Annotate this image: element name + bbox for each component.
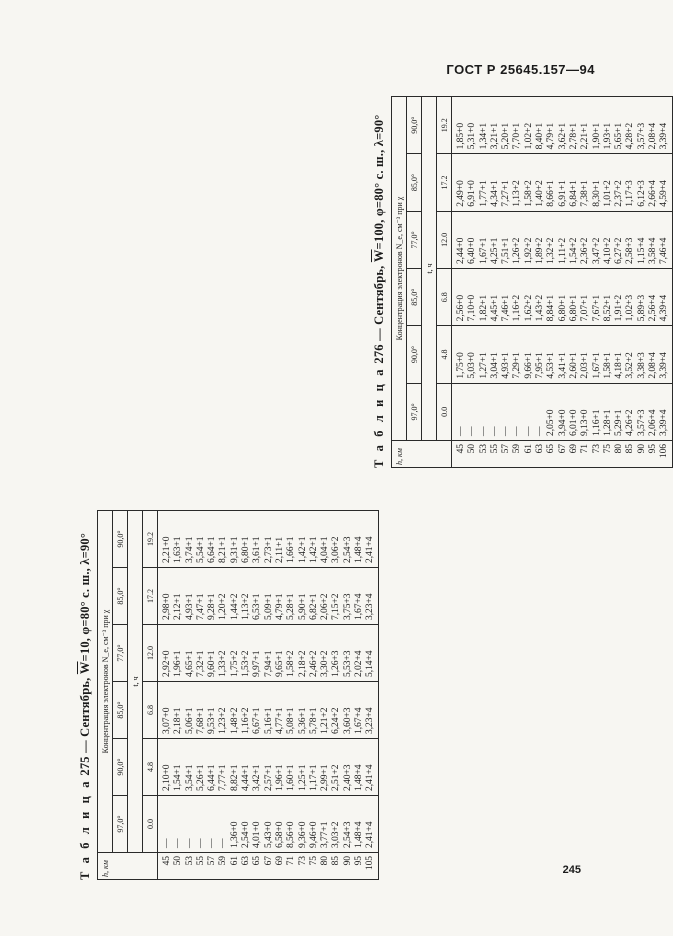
table-block-275 [78, 510, 379, 880]
time-value: 12.0 [437, 211, 452, 268]
chi-value: 77,0° [407, 211, 422, 268]
table-row [452, 97, 673, 468]
chi-value: 97,0° [113, 796, 128, 853]
group-header: Концентрация электронов N_e, см⁻³ при χ [98, 511, 113, 853]
chi-value: 90,0° [113, 511, 128, 568]
height-column: 45 50 53 55 57 59 61 63 65 67 69 71 73 75 80 85 90 95 105 [158, 853, 379, 880]
table-row [158, 511, 379, 880]
col-header-h: h, км [98, 853, 158, 880]
concentration-column: 2,44+0 6,40+0 1,67+1 4,25+1 7,51+1 1,26+2 1,92+2 1,89+2 1,32+2 1,11+2 1,54+2 2,36+2 3,47+2 4,10+2 6,27+2 2,58+3 1,15+4 3,58+4 7,46+4 [452, 211, 673, 268]
time-value: 0.0 [143, 796, 158, 853]
group-header: Концентрация электронов N_e, см⁻³ при χ [392, 97, 407, 441]
data-table [391, 96, 673, 468]
concentration-column: 1,85+0 5,31+0 1,34+1 3,21+1 5,20+1 7,70+1 1,02+2 8,40+1 4,79+1 3,62+1 2,78+1 2,21+1 1,90+1 1,93+1 5,65+1 4,28+2 3,57+3 2,08+4 3,39+4 [452, 97, 673, 154]
concentration-column: 2,56+0 7,10+0 1,82+1 4,45+1 7,46+1 1,16+2 1,62+2 1,43+2 8,84+1 6,80+1 6,80+1 7,07+1 7,67+1 8,52+1 1,91+2 1,02+3 5,89+3 2,56+4 4,39+4 [452, 269, 673, 326]
chi-value: 85,0° [407, 269, 422, 326]
time-value: 0.0 [437, 383, 452, 440]
time-value: 17.2 [437, 154, 452, 211]
time-value: 6.8 [437, 269, 452, 326]
concentration-column: — — — — — — — — 2,05+0 3,94+0 6,01+0 9,13+0 1,16+1 1,28+1 5,29+1 4,26+2 3,57+3 2,06+4 3,39+4 [452, 383, 673, 440]
chi-row [407, 97, 422, 468]
concentration-column: 2,10+0 1,54+1 3,54+1 5,26+1 6,44+1 7,77+1 8,82+1 4,44+1 3,42+1 2,57+1 1,96+1 1,60+1 1,25+1 1,17+1 2,99+1 2,51+2 2,40+3 1,48+4 2,41+4 [158, 739, 379, 796]
chi-value: 77,0° [113, 625, 128, 682]
concentration-column: 2,92+0 1,96+1 4,65+1 7,32+1 9,60+1 1,33+2 1,75+2 1,53+2 9,97+1 7,94+1 9,65+1 1,58+2 2,18+2 2,46+2 3,30+2 1,26+3 5,53+3 2,02+4 5,14+4 [158, 625, 379, 682]
chi-value: 90,0° [113, 739, 128, 796]
height-column: 45 50 53 55 57 59 61 63 65 67 69 71 73 75 80 85 90 95 106 [452, 441, 673, 468]
table-block-276 [372, 96, 673, 468]
chi-row [113, 511, 128, 880]
time-value: 17.2 [143, 568, 158, 625]
running-header: ГОСТ Р 25645.157—94 [446, 62, 595, 77]
concentration-column: 1,75+0 5,03+0 1,27+1 3,04+1 4,93+1 7,29+1 9,66+1 7,95+1 4,53+1 3,41+1 2,60+1 2,03+1 1,67+1 1,58+1 4,18+1 3,52+2 3,38+3 2,08+4 3,39+4 [452, 326, 673, 383]
chi-value: 85,0° [113, 568, 128, 625]
concentration-column: 3,07+0 2,18+1 5,06+1 7,68+1 9,53+1 1,23+2 1,48+2 1,16+2 6,67+1 5,16+1 4,77+1 5,08+1 5,36+1 5,78+1 1,21+2 6,24+2 3,60+3 1,67+4 3,23+4 [158, 682, 379, 739]
col-header-h: h, км [392, 441, 452, 468]
data-table [97, 510, 379, 880]
t-label: t, ч [422, 97, 437, 441]
chi-value: 85,0° [407, 154, 422, 211]
t-label: t, ч [128, 511, 143, 853]
time-value: 6.8 [143, 682, 158, 739]
time-value: 4.8 [437, 326, 452, 383]
time-row [437, 97, 452, 468]
concentration-column: 2,49+0 6,91+0 1,77+1 4,34+1 7,27+1 1,13+2 1,58+2 1,40+2 8,66+1 6,91+1 6,84+1 7,38+1 8,30+1 1,01+2 2,37+2 1,17+3 6,12+3 2,66+4 4,59+4 [452, 154, 673, 211]
time-value: 12.0 [143, 625, 158, 682]
chi-value: 90,0° [407, 97, 422, 154]
table-caption: Т а б л и ц а 275 — Сентябрь, $\overline{W}=10$, φ=80° с. ш., λ=90° [78, 532, 92, 880]
concentration-column: 2,21+0 1,63+1 3,74+1 5,54+1 6,64+1 8,21+1 9,31+1 6,80+1 3,61+1 2,73+1 2,11+1 1,66+1 1,42+1 1,42+1 4,04+1 3,06+2 2,54+3 1,48+4 2,41+4 [158, 511, 379, 568]
chi-value: 97,0° [407, 383, 422, 440]
concentration-column: — — — — — — 1,36+0 2,54+0 4,01+0 5,43+0 6,58+0 8,56+0 9,36+0 9,46+0 3,77+1 3,03+2 2,54+3 1,48+4 2,41+4 [158, 796, 379, 853]
table-caption: Т а б л и ц а 276 — Сентябрь, $\overline{W}=100$, φ=80° с. ш., λ=90° [372, 114, 386, 468]
time-value: 4.8 [143, 739, 158, 796]
chi-value: 90,0° [407, 326, 422, 383]
chi-value: 85,0° [113, 682, 128, 739]
time-value: 19.2 [437, 97, 452, 154]
concentration-column: 2,98+0 2,12+1 4,93+1 7,47+1 9,28+1 1,20+2 1,44+2 1,13+2 6,53+1 5,09+1 4,79+1 5,28+1 5,90+1 6,82+1 2,06+2 7,15+2 3,75+3 1,67+4 3,23+4 [158, 568, 379, 625]
page-number: 245 [562, 864, 581, 876]
time-row [143, 511, 158, 880]
time-value: 19.2 [143, 511, 158, 568]
